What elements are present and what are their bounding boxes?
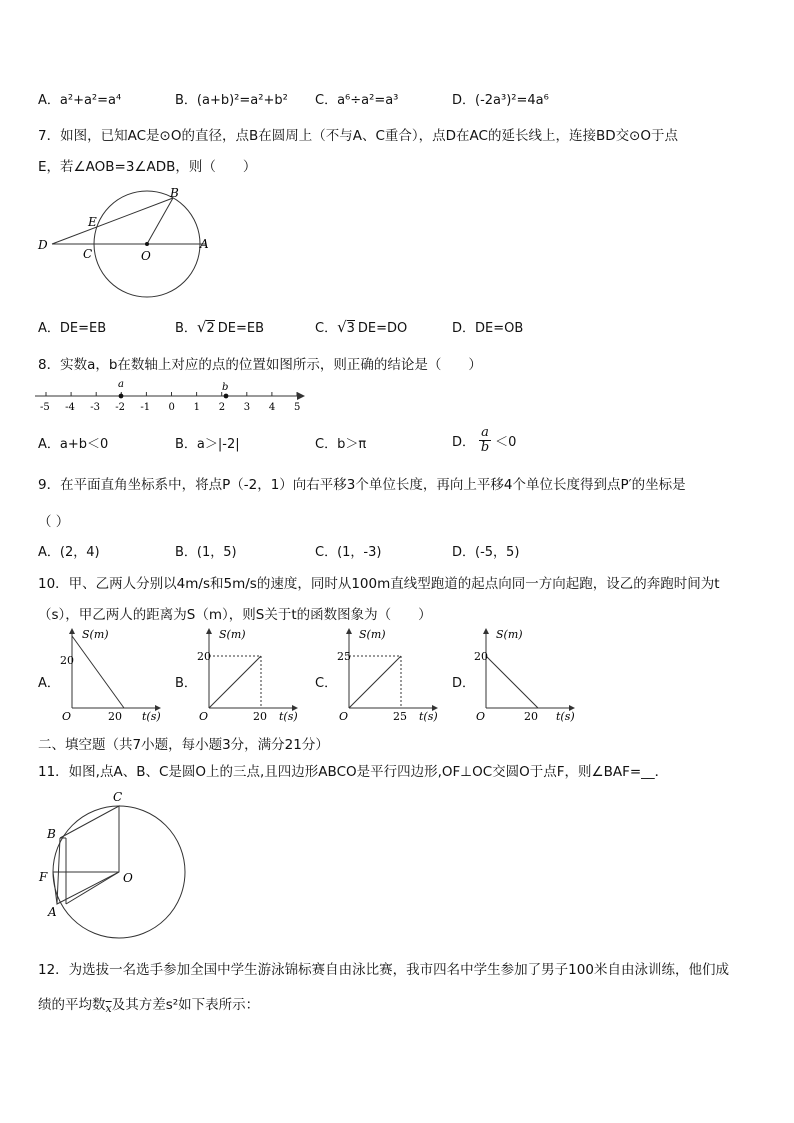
q7-stem-line1: 7．如图，已知AC是⊙O的直径，点B在圆周上（不与A、C重合），点D在AC的延长线上，连接BD交⊙O于点 (38, 128, 679, 144)
sqrt-symbol: √ (196, 318, 207, 336)
y-axis-label: S(m) (219, 628, 246, 641)
x-axis-label: t(s) (279, 710, 298, 723)
x-tick-label: 25 (393, 710, 407, 723)
q8-option-b: B．a＞|-2| (175, 437, 240, 452)
q7-option-b-prefix: B． (175, 321, 197, 336)
q8-number-line (30, 378, 310, 418)
q7-label-b: B (170, 186, 179, 200)
section-heading: 二、填空题（共7小题，每小题3分，满分21分） (38, 737, 329, 753)
x-tick-label: 20 (524, 710, 538, 723)
q9-option-a: A．(2，4) (38, 545, 100, 560)
q8-fraction-denominator: b (480, 440, 490, 455)
q10-stem-line1: 10．甲、乙两人分别以4m/s和5m/s的速度，同时从100m直线型跑道的起点向同一方向起跑，设乙的奔跑时间为t (38, 576, 720, 592)
q7-stem-line2: E，若∠AOB=3∠ADB，则（ ） (38, 159, 257, 175)
y-axis-label: S(m) (496, 628, 523, 641)
q9-option-b: B．(1，5) (175, 545, 237, 560)
tick-label: -5 (40, 402, 50, 413)
q11-label-o: O (123, 871, 133, 885)
q7-option-b-radicand: 2 (206, 321, 215, 336)
q11-stem: 11．如图,点A、B、C是圆O上的三点,且四边形ABCO是平行四边形,OF⊥OC交圆O于点F，则∠BAF=__． (38, 764, 669, 780)
origin-label: O (339, 710, 349, 723)
tick-label: 1 (193, 402, 200, 413)
q7-option-c (315, 317, 407, 336)
y-tick-label: 20 (60, 654, 74, 667)
q7-option-d: D．DE=OB (452, 321, 524, 336)
q11-label-c: C (113, 790, 123, 804)
q8-stem: 8．实数a，b在数轴上对应的点的位置如图所示，则正确的结论是（ ） (38, 357, 482, 373)
q10-graph-c (335, 628, 445, 723)
tick-label: 0 (168, 402, 175, 413)
x-axis-label: t(s) (142, 710, 161, 723)
q6-option-c: C．a⁶÷a²=a³ (315, 93, 399, 108)
tick-label: 5 (294, 402, 301, 413)
q11-figure (30, 786, 200, 921)
q10-graph-d (472, 628, 582, 723)
q7-label-e: E (88, 215, 97, 229)
q7-label-c: C (83, 247, 93, 261)
q11-label-a: A (48, 905, 57, 919)
q12-stem-line2 (38, 993, 259, 1015)
y-axis-label: S(m) (82, 628, 109, 641)
q8-option-d (452, 426, 516, 455)
q10-stem-line2: （s），甲乙两人的距离为S（m），则S关于t的函数图象为（ ） (38, 607, 432, 623)
q11-label-b: B (47, 827, 56, 841)
point-b-label: b (222, 382, 229, 393)
q10-option-c-label: C． (315, 676, 338, 691)
q6-option-b: B．(a+b)²=a²+b² (175, 93, 288, 108)
q10-option-b-label: B． (175, 676, 197, 691)
y-tick-label: 25 (337, 650, 351, 663)
q11-label-f: F (39, 870, 48, 884)
q8-option-d-rest: ＜0 (495, 435, 517, 450)
q10-option-d-label: D． (452, 676, 476, 691)
origin-label: O (476, 710, 486, 723)
point-a-label: a (118, 379, 124, 390)
tick-label: 4 (268, 402, 276, 413)
x-axis-label: t(s) (419, 710, 438, 723)
x-axis-label: t(s) (556, 710, 575, 723)
q12-line2-rest: 及其方差s²如下表所示： (111, 997, 260, 1013)
tick-label: -2 (115, 402, 126, 413)
q8-option-c: C．b＞π (315, 437, 367, 452)
point-b (224, 394, 229, 399)
q7-option-a: A．DE=EB (38, 321, 107, 336)
tick-label: -1 (140, 402, 151, 413)
q9-stem-line2: （ ） (38, 514, 70, 530)
q7-label-o: O (141, 249, 151, 263)
q7-option-b (175, 317, 264, 336)
q8-option-a: A．a+b＜0 (38, 437, 109, 452)
q7-option-b-rest: DE=EB (217, 321, 265, 336)
y-tick-label: 20 (474, 650, 488, 663)
y-tick-label: 20 (197, 650, 211, 663)
q7-label-a: A (200, 237, 209, 251)
q7-option-c-rest: DE=DO (357, 321, 408, 336)
q6-option-a: A．a²+a²=a⁴ (38, 93, 122, 108)
q6-option-d: D．(-2a³)²=4a⁶ (452, 93, 549, 108)
tick-label: 2 (218, 402, 226, 413)
q10-graph-a (58, 628, 168, 723)
x-tick-label: 20 (253, 710, 267, 723)
q10-option-a-label: A． (38, 676, 60, 691)
q12-stem-line1: 12．为选拔一名选手参加全国中学生游泳锦标赛自由泳比赛，我市四名中学生参加了男子100米自由泳训练，他们成 (38, 962, 729, 978)
origin-label: O (199, 710, 209, 723)
x-tick-label: 20 (108, 710, 122, 723)
y-axis-label: S(m) (359, 628, 386, 641)
q7-label-d: D (38, 238, 48, 252)
q9-option-d: D．(-5，5) (452, 545, 520, 560)
q7-figure (30, 180, 220, 300)
tick-label: 3 (243, 402, 251, 413)
point-a (119, 394, 124, 399)
origin-label: O (62, 710, 72, 723)
q10-graph-b (195, 628, 305, 723)
q7-option-c-prefix: C． (315, 321, 338, 336)
q12-line2-prefix: 绩的平均数 (38, 997, 106, 1013)
q8-option-d-prefix: D． (452, 435, 476, 450)
tick-label: -3 (90, 402, 100, 413)
q12-xbar: x (105, 1002, 112, 1015)
sqrt-symbol: √ (337, 318, 347, 336)
q9-option-c: C．(1，-3) (315, 545, 382, 560)
tick-label: -4 (65, 402, 75, 413)
q7-option-c-radicand: 3 (346, 321, 355, 336)
q9-stem-line1: 9．在平面直角坐标系中，将点P（-2，1）向右平移3个单位长度，再向上平移4个单位长度得到点P′的坐标是 (38, 477, 686, 493)
q8-fraction (479, 426, 491, 455)
q8-fraction-numerator: a (481, 425, 489, 440)
